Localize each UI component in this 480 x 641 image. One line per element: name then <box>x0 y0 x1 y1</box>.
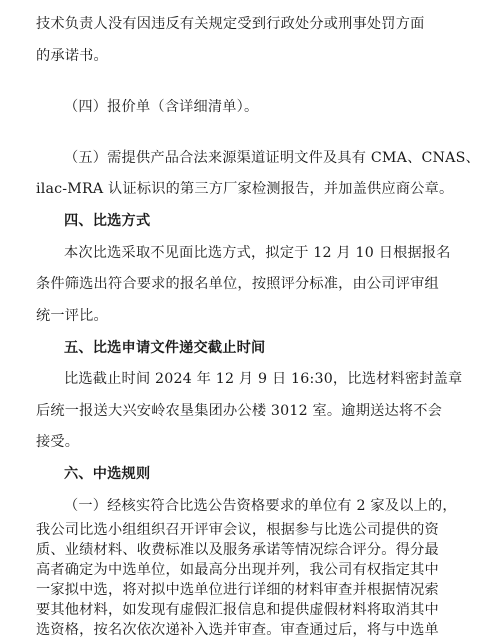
paragraph-line: 比选截止时间 2024 年 12 月 9 日 16:30，比选材料密封盖章 <box>64 371 463 387</box>
paragraph-line: 条件筛选出符合要求的报名单位，按照评分标准，由公司评审组 <box>36 276 439 292</box>
paragraph-line: 质、业绩材料、收费标准以及服务承诺等情况综合评分。得分最 <box>36 542 439 558</box>
section-heading-selection-rules: 六、中选规则 <box>64 466 151 482</box>
list-item-certificates: （五）需提供产品合法来源渠道证明文件及具有 CMA、CNAS、 <box>64 150 480 166</box>
paragraph-line: 高者确定为中选单位，如最高分出现并列，我公司有权指定其中 <box>36 562 439 578</box>
paragraph-line: （一）经核实符合比选公告资格要求的单位有 2 家及以上的， <box>64 498 457 514</box>
section-heading-selection-method: 四、比选方式 <box>64 213 151 229</box>
paragraph-line: 我公司比选小组组织召开评审会议，根据参与比选公司提供的资 <box>36 522 439 538</box>
section-heading-deadline: 五、比选申请文件递交截止时间 <box>64 340 266 356</box>
paragraph-line: 的承诺书。 <box>36 48 108 64</box>
list-item-quotation: （四）报价单（含详细清单）。 <box>64 99 259 115</box>
paragraph-line: 本次比选采取不见面比选方式，拟定于 12 月 10 日根据报名 <box>64 245 451 261</box>
paragraph-line: 接受。 <box>36 434 80 450</box>
paragraph-line: 选资格，按名次依次递补入选并审查。审查通过后，将与中选单 <box>36 622 439 638</box>
paragraph-line: 一家拟中选，将对拟中选单位进行详细的材料审查并根据情况索 <box>36 582 439 598</box>
paragraph-line: ilac-MRA 认证标识的第三方厂家检测报告，并加盖供应商公章。 <box>36 181 454 197</box>
paragraph-line: 统一评比。 <box>36 308 108 324</box>
paragraph-line: 技术负责人没有因违反有关规定受到行政处分或刑事处罚方面 <box>36 16 425 32</box>
paragraph-line: 后统一报送大兴安岭农垦集团办公楼 3012 室。逾期送达将不会 <box>36 403 443 419</box>
paragraph-line: 要其他材料，如发现有虚假汇报信息和提供虚假材料将取消其中 <box>36 602 439 618</box>
